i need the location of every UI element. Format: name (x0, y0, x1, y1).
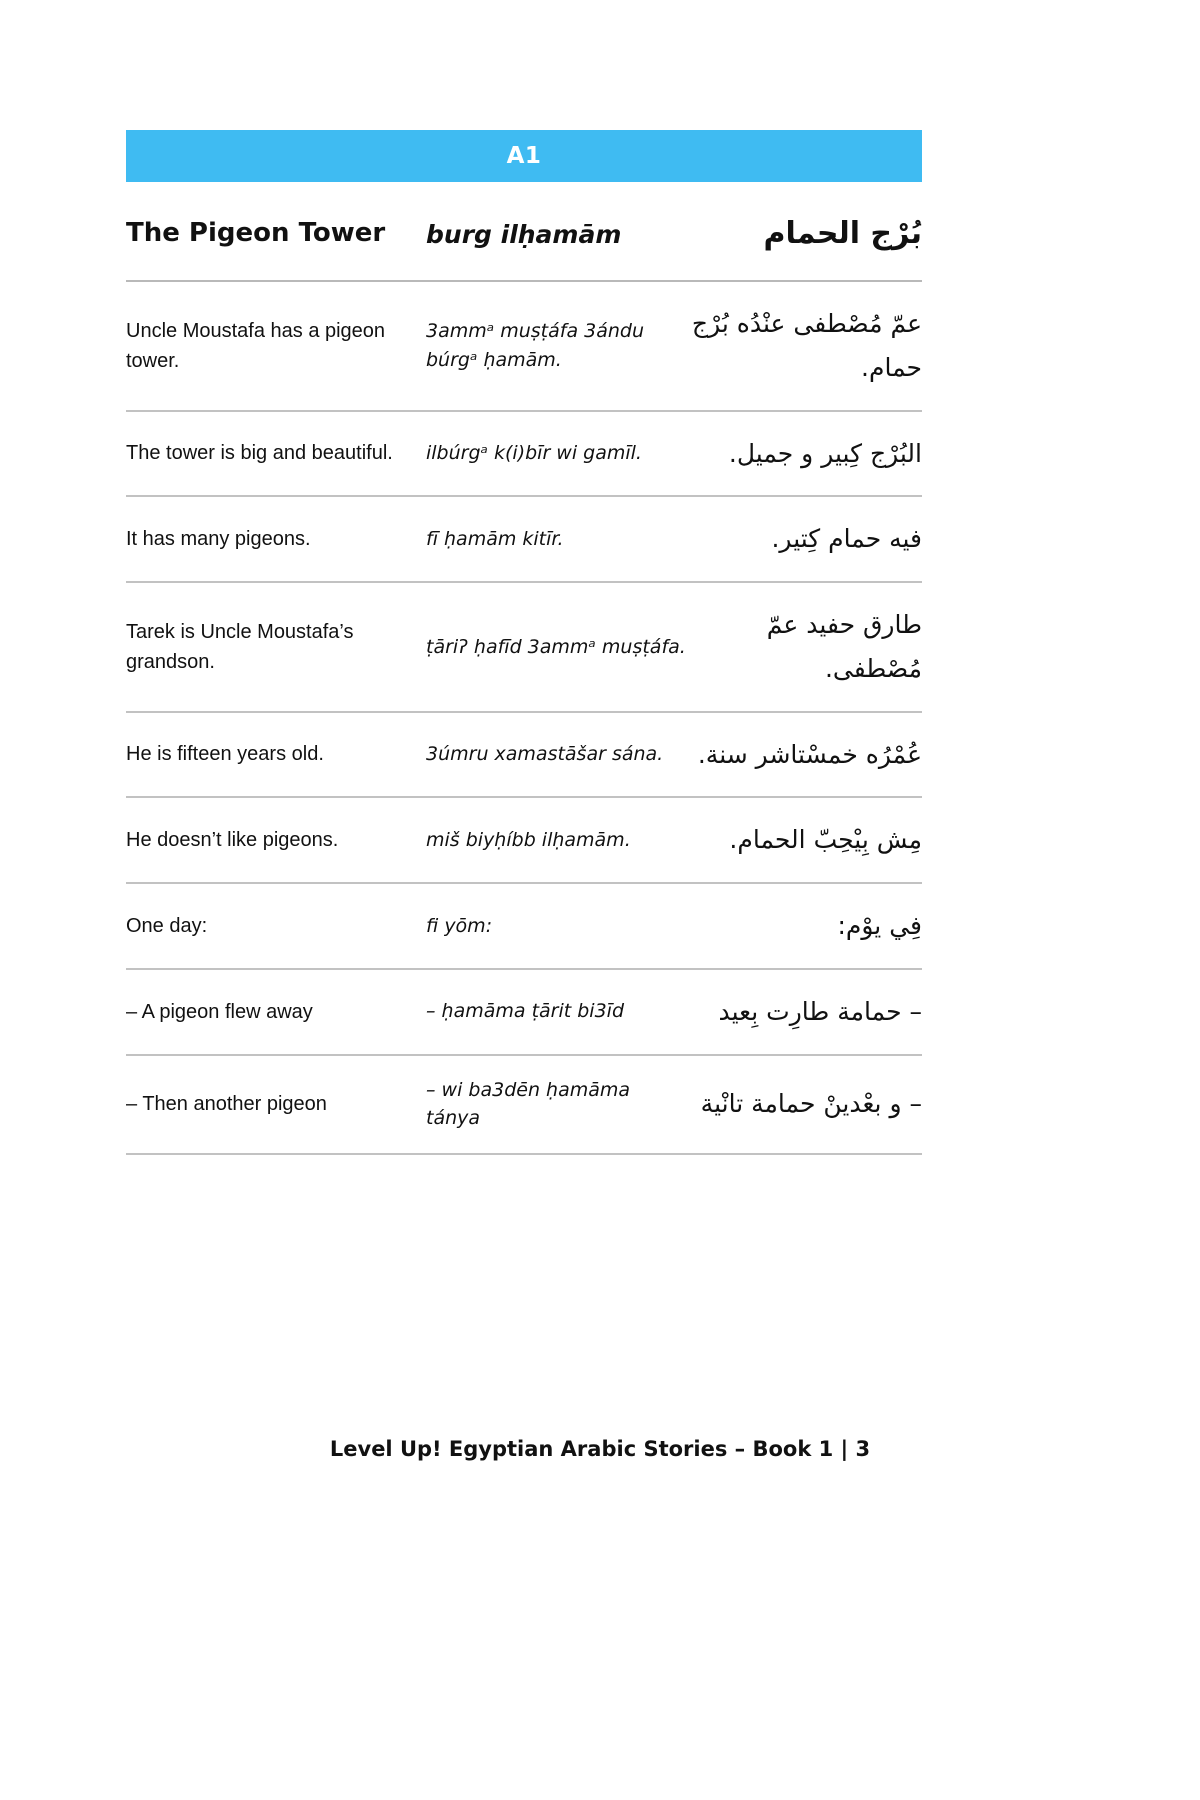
table-row (126, 582, 922, 712)
cell-english: Tarek is Uncle Moustafa’s grandson. (126, 582, 426, 712)
cell-transliteration: ṭāriʔ ḥafīd 3ammᵃ muṣṭáfa. (426, 582, 690, 712)
story-table-body (126, 196, 922, 1154)
cell-english: – Then another pigeon (126, 1055, 426, 1154)
cell-arabic: في يوم: (690, 883, 922, 969)
footer-label: Level Up! Egyptian Arabic Stories – Book 1 | 3 (329, 1437, 871, 1461)
level-banner (126, 130, 922, 182)
cell-english: It has many pigeons. (126, 496, 426, 582)
cell-arabic: – و بعدين حمامة تانية (690, 1055, 922, 1154)
cell-arabic: فيه حمام كتير. (690, 496, 922, 582)
cell-english: Uncle Moustafa has a pigeon tower. (126, 281, 426, 411)
cell-arabic: طارق حفيد عم مصطفى. (690, 582, 922, 712)
cell-transliteration: 3ammᵃ muṣṭáfa 3ándu búrgᵃ ḥamām. (426, 281, 690, 411)
story-title-transliteration: burg ilḥamām (426, 196, 690, 281)
level-badge-label: A1 (506, 143, 542, 169)
cell-english: The tower is big and beautiful. (126, 411, 426, 497)
table-row (126, 1055, 922, 1154)
table-row (126, 969, 922, 1055)
table-row (126, 883, 922, 969)
story-title-arabic: برج الحمام (690, 196, 922, 281)
table-row (126, 281, 922, 411)
page-footer (0, 1437, 1200, 1461)
cell-english: He is fifteen years old. (126, 712, 426, 798)
story-title-english: The Pigeon Tower (126, 196, 426, 281)
table-row (126, 411, 922, 497)
cell-english: One day: (126, 883, 426, 969)
story-title-row (126, 196, 922, 281)
cell-transliteration: 3úmru xamastāšar sána. (426, 712, 690, 798)
cell-transliteration: – ḥamāma ṭārit bi3īd (426, 969, 690, 1055)
cell-english: He doesn’t like pigeons. (126, 797, 426, 883)
cell-transliteration: ilbúrgᵃ k(i)bīr wi gamīl. (426, 411, 690, 497)
table-row (126, 712, 922, 798)
table-row (126, 496, 922, 582)
cell-arabic: عم مصطفى عنده برج حمام. (690, 281, 922, 411)
table-row (126, 797, 922, 883)
cell-transliteration: miš biyḥíbb ilḥamām. (426, 797, 690, 883)
cell-arabic: البرج كبير و جميل. (690, 411, 922, 497)
cell-arabic: عمره خمستاشر سنة. (690, 712, 922, 798)
cell-transliteration: – wi ba3dēn ḥamāma tánya (426, 1055, 690, 1154)
story-table (126, 196, 922, 1155)
cell-arabic: – حمامة طارت بعيد (690, 969, 922, 1055)
cell-arabic: مش بيحب الحمام. (690, 797, 922, 883)
cell-transliteration: fi yōm: (426, 883, 690, 969)
cell-english: – A pigeon flew away (126, 969, 426, 1055)
cell-transliteration: fī ḥamām kitīr. (426, 496, 690, 582)
